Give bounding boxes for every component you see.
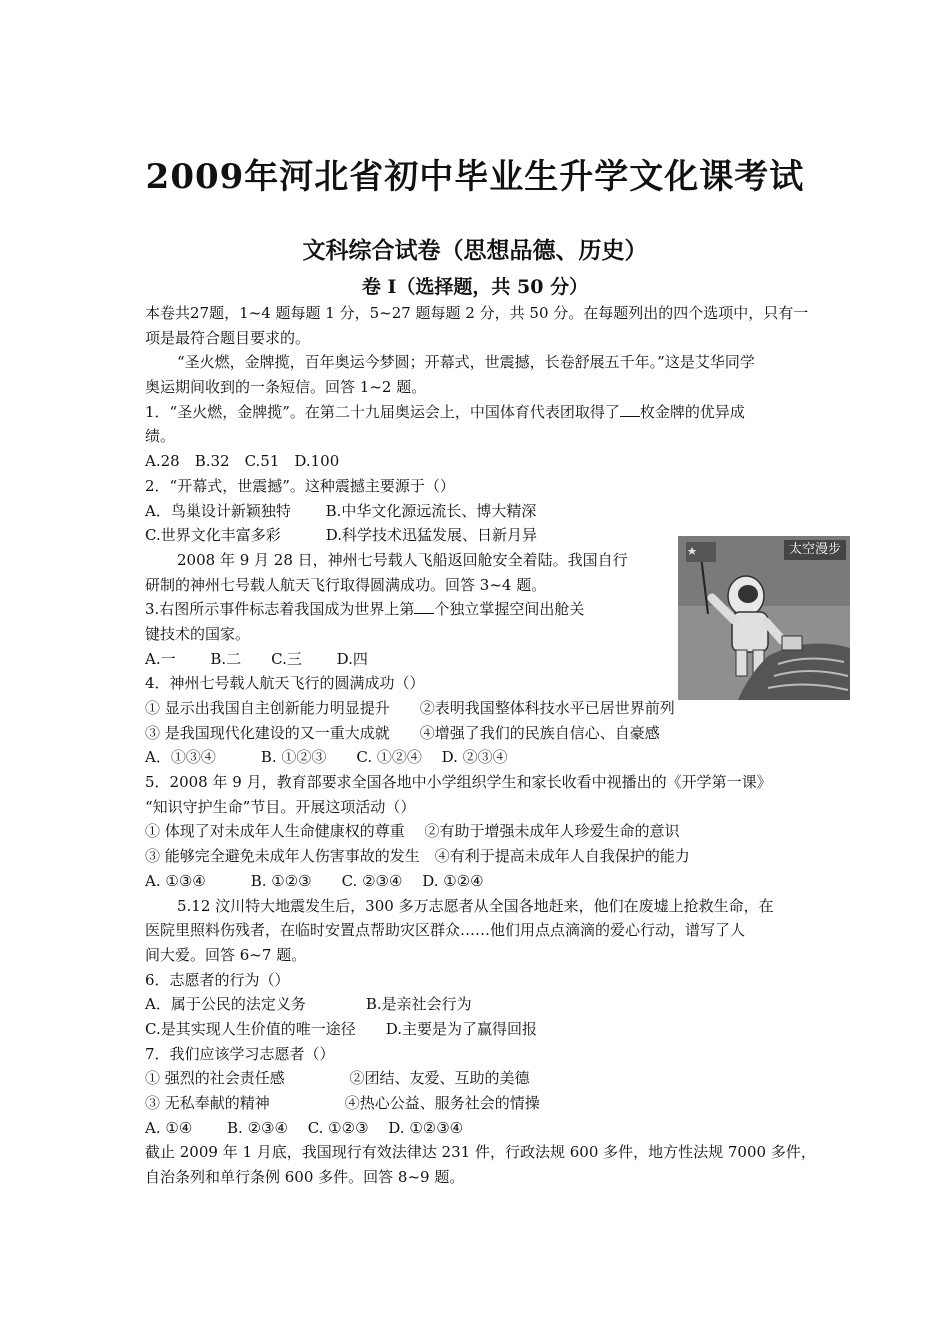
question-4-statements: ① 显示出我国自主创新能力明显提升 ②表明我国整体科技水平已居世界前列	[145, 699, 675, 717]
passage-line: 5.12 汶川特大地震发生后，300 多万志愿者从全国各地赶来，他们在废墟上抢救生命，在	[177, 896, 774, 915]
question-5-stem: 5．2008 年 9 月，教育部要求全国各地中小学组织学生和家长收看中视播出的《开学第一课》	[145, 773, 772, 792]
question-1-stem	[145, 400, 817, 425]
passage-line: 奥运期间收到的一条短信。回答 1~2 题。	[145, 378, 427, 397]
section-title: 卷 I（选择题，共 50 分）	[361, 276, 589, 298]
intro-line: 项是最符合题目要求的。	[145, 328, 311, 347]
question-5-statements: ③ 能够完全避免未成年人伤害事故的发生 ④有利于提高未成年人自我保护的能力	[145, 847, 690, 866]
question-3-stem	[145, 597, 665, 622]
stem-text: 个独立掌握空间出舱关	[434, 600, 585, 619]
paper-subtitle: 文科综合试卷（思想品德、历史）	[302, 238, 648, 264]
image-caption: 太空漫步	[784, 540, 846, 560]
passage-line: 医院里照料伤残者，在临时安置点帮助灾区群众……他们用点点滴滴的爱心行动，谱写了人	[145, 921, 746, 940]
question-5-statements: ① 体现了对未成年人生命健康权的尊重 ②有助于增强未成年人珍爱生命的意识	[145, 822, 680, 841]
question-7-statements: ③ 无私奉献的精神 ④热心公益、服务社会的情操	[145, 1094, 540, 1112]
passage-line: 自治条列和单行条例 600 多件。回答 8~9 题。	[145, 1168, 465, 1187]
question-6-options: C.是其实现人生价值的唯一途径 D.主要是为了赢得回报	[145, 1019, 537, 1038]
stem-text: 键技术的国家。	[145, 624, 251, 643]
passage-line: 间大爱。回答 6~7 题。	[145, 945, 307, 964]
stem-text: 1．“圣火燃，金牌揽”。在第二十九届奥运会上，中国体育代表团取得了	[145, 402, 620, 421]
exam-body	[145, 301, 817, 1190]
stem-text: 绩。	[145, 427, 176, 446]
question-7-options: A. ①④ B. ②③④ C. ①②③ D. ①②③④	[145, 1118, 464, 1137]
question-5-stem: “知识守护生命”节目。开展这项活动（）	[145, 797, 416, 816]
answer-blank	[414, 599, 434, 614]
passage-line: 2008 年 9 月 28 日，神州七号载人飞船返回舱安全着陆。我国自行	[177, 550, 628, 569]
passage-line: 研制的神州七号载人航天飞行取得圆满成功。回答 3~4 题。	[145, 575, 547, 594]
question-4-statements: ③ 是我国现代化建设的又一重大成就 ④增强了我们的民族自信心、自豪感	[145, 723, 660, 742]
question-2-options: A．鸟巢设计新颖独特 B.中华文化源远流长、博大精深	[145, 501, 537, 520]
question-1-options: A.28 B.32 C.51 D.100	[145, 452, 340, 471]
question-3-options: A.一 B.二 C.三 D.四	[145, 649, 368, 668]
question-5-options: A. ①③④ B. ①②③ C. ②③④ D. ①②④	[145, 871, 484, 890]
page-title: 2009年河北省初中毕业生升学文化课考试	[145, 157, 805, 197]
question-6-options: A．属于公民的法定义务 B.是亲社会行为	[145, 995, 472, 1014]
question-6-stem: 6．志愿者的行为（）	[145, 970, 290, 989]
answer-blank	[620, 402, 640, 417]
astronaut-spacewalk-image	[678, 536, 850, 700]
passage-line: 截止 2009 年 1 月底，我国现行有效法律达 231 件，行政法规 600 多件，地方性法规 7000 多件，	[145, 1143, 816, 1162]
astronaut-icon	[678, 536, 850, 700]
question-7-statements: ① 强烈的社会责任感 ②团结、友爱、互助的美德	[145, 1069, 530, 1088]
stem-text: 枚金牌的优异成	[639, 402, 745, 421]
question-2-options: C.世界文化丰富多彩 D.科学技术迅猛发展、日新月异	[145, 526, 537, 545]
question-2-stem: 2．“开幕式，世震撼”。这种震撼主要源于（）	[145, 476, 455, 495]
stem-text: 3.右图所示事件标志着我国成为世界上第	[145, 600, 415, 619]
question-7-stem: 7．我们应该学习志愿者（）	[145, 1044, 335, 1063]
intro-line: 本卷共27题，1~4 题每题 1 分，5~27 题每题 2 分，共 50 分。在每题列出的四个选项中，只有一	[145, 304, 809, 322]
passage-line: “圣火燃，金牌揽，百年奥运今梦圆；开幕式，世震撼，长卷舒展五千年。”这是艾华同学	[177, 353, 755, 372]
question-4-options: A．①③④ B. ①②③ C. ①②④ D. ②③④	[145, 748, 508, 767]
question-4-stem: 4．神州七号载人航天飞行的圆满成功（）	[145, 674, 425, 693]
